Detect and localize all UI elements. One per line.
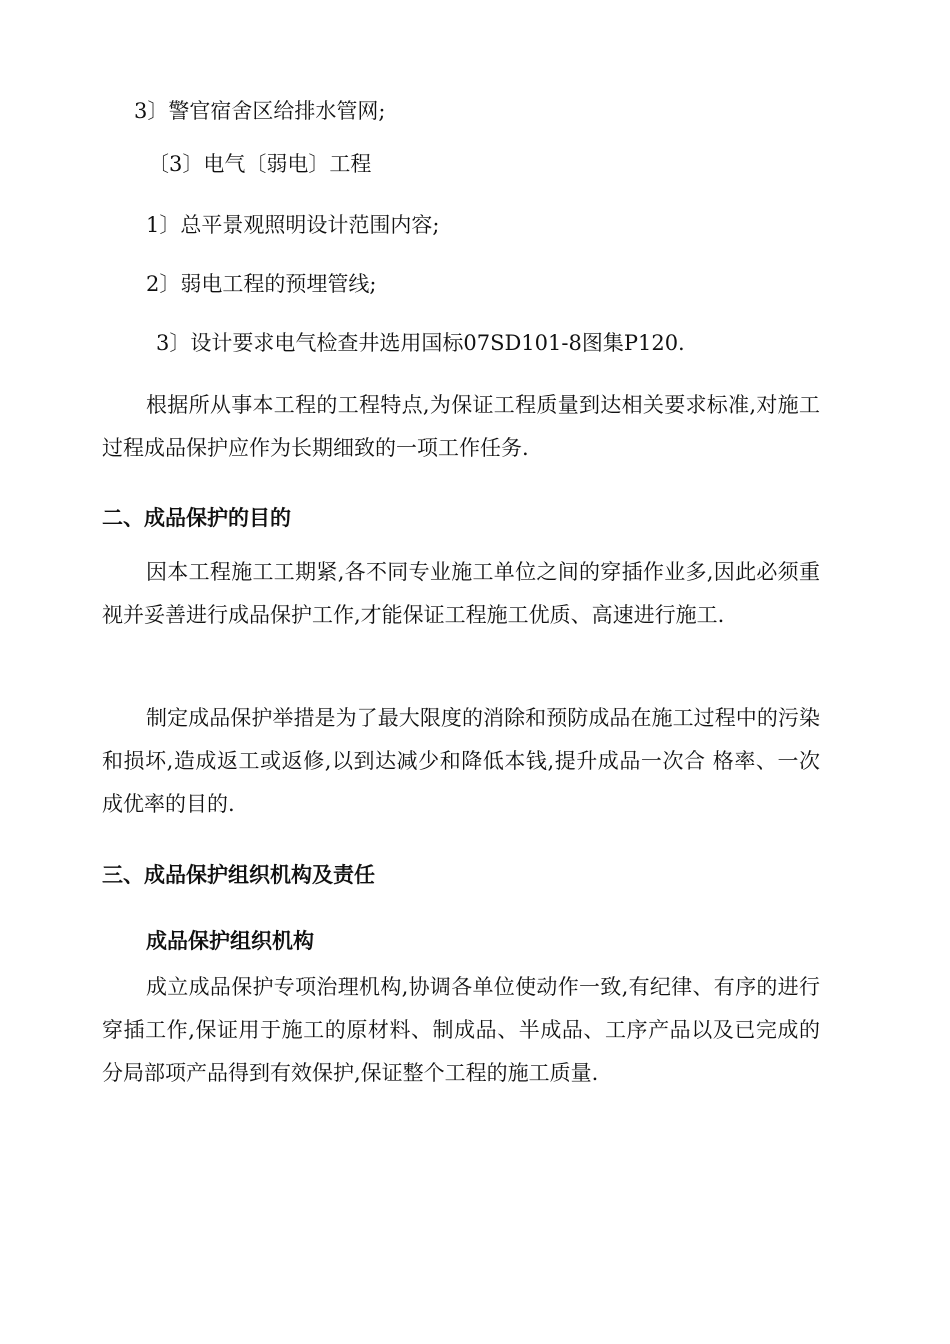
section-3-subtitle: 成品保护组织机构 [146, 929, 314, 953]
section-2-title: 二、成品保护的目的 [102, 506, 291, 530]
section-2-paragraph-2: 制定成品保护举措是为了最大限度的消除和预防成品在施工过程中的污染和损坏,造成返工或返修,以到达减少和降低本钱,提升成品一次合 格率、一次成优率的目的. [102, 706, 820, 816]
section-2-paragraph-1: 因本工程施工工期紧,各不同专业施工单位之间的穿插作业多,因此必须重视并妥善进行成品保护工作,才能保证工程施工优质、高速进行施工. [102, 560, 820, 627]
list-item-drainage-network: 3〕警官宿舍区给排水管网; [134, 99, 386, 123]
intro-paragraph: 根据所从事本工程的工程特点,为保证工程质量到达相关要求标准,对施工过程成品保护应作为长期细致的一项工作任务. [102, 393, 820, 460]
section-3-title: 三、成品保护组织机构及责任 [102, 863, 375, 887]
list-item-inspection-well: 3〕设计要求电气检查井选用国标07SD101-8图集P120. [156, 331, 685, 355]
section-3-paragraph: 成立成品保护专项治理机构,协调各单位使动作一致,有纪律、有序的进行穿插工作,保证用于施工的原材料、制成品、半成品、工序产品以及已完成的分局部项产品得到有效保护,保证整个工程的施工质量. [102, 975, 820, 1085]
list-heading-electrical: 〔3〕电气〔弱电〕工程 [148, 152, 372, 176]
list-item-landscape-lighting: 1〕总平景观照明设计范围内容; [146, 213, 440, 237]
list-item-weak-current-conduits: 2〕弱电工程的预埋管线; [146, 272, 377, 296]
